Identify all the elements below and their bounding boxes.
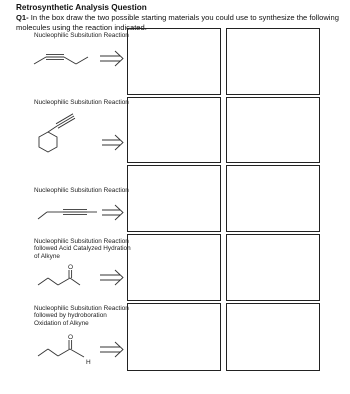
answer-box-4b[interactable] — [226, 234, 320, 301]
answer-box-1a[interactable] — [127, 28, 221, 95]
retrosynthesis-arrow — [102, 205, 123, 220]
reaction-label-2 — [34, 99, 129, 106]
molecule-3-drawing — [34, 203, 129, 233]
reaction-label-line: Oxidation of Alkyne — [34, 319, 89, 327]
answer-box-5b[interactable] — [226, 303, 320, 371]
reaction-label-line: of Alkyne — [34, 252, 60, 260]
atom-label-oxygen: O — [68, 264, 74, 271]
bond — [48, 278, 58, 285]
instructions-text: In the box draw the two possible starting materials you could use to synthesize the following molecules using the reaction indicated. — [16, 13, 339, 32]
bond — [58, 278, 70, 285]
answer-box-2b[interactable] — [226, 97, 320, 163]
molecule-4-drawing — [34, 263, 129, 293]
reaction-label-line: Nucleophilic Subsitution Reaction — [34, 305, 129, 312]
triple-bond — [58, 118, 75, 128]
answer-box-5a[interactable] — [127, 303, 221, 371]
bond — [70, 349, 84, 357]
reaction-label-line: Nucleophilic Subsitution Reaction — [34, 238, 129, 245]
bond — [70, 278, 80, 285]
answer-box-4a[interactable] — [127, 234, 221, 301]
atom-label-hydrogen: H — [86, 359, 91, 366]
reaction-label-line: Nucleophilic Subsitution Reaction — [34, 187, 129, 194]
atom-label-oxygen: O — [68, 334, 74, 341]
retrosynthesis-arrow — [102, 135, 123, 150]
answer-box-3a[interactable] — [127, 165, 221, 232]
retrosynthesis-arrow — [100, 342, 123, 357]
bond — [76, 57, 88, 64]
triple-bond — [57, 116, 74, 126]
answer-box-1b[interactable] — [226, 28, 320, 95]
bond — [48, 349, 58, 356]
bond — [64, 57, 76, 64]
bond — [34, 57, 46, 64]
triple-bond — [56, 114, 73, 124]
reaction-label-5 — [34, 305, 129, 327]
retrosynthesis-arrow — [100, 51, 123, 66]
page-title: Retrosynthetic Analysis Question — [16, 3, 147, 12]
reaction-label-line: Nucleophilic Subsitution Reaction — [34, 32, 129, 39]
reaction-label-line: followed by hydroboration — [34, 312, 107, 320]
bond — [48, 126, 57, 132]
answer-box-3b[interactable] — [226, 165, 320, 232]
bond — [38, 349, 48, 356]
molecule-5-drawing — [34, 334, 129, 368]
cyclohexane-ring — [39, 132, 57, 152]
retrosynthesis-arrow — [100, 270, 123, 285]
molecule-1-drawing — [34, 50, 129, 80]
bond — [58, 349, 70, 356]
molecule-2-drawing — [34, 118, 129, 166]
bond — [38, 212, 47, 219]
question-number: Q1- — [16, 13, 29, 22]
reaction-label-line: Nucleophilic Subsitution Reaction — [34, 99, 129, 106]
answer-box-2a[interactable] — [127, 97, 221, 163]
reaction-label-1 — [34, 32, 129, 39]
reaction-label-3 — [34, 187, 129, 194]
reaction-label-line: followed Acid Catalyzed Hydration — [34, 245, 131, 253]
reaction-label-4 — [34, 238, 131, 260]
bond — [38, 278, 48, 285]
